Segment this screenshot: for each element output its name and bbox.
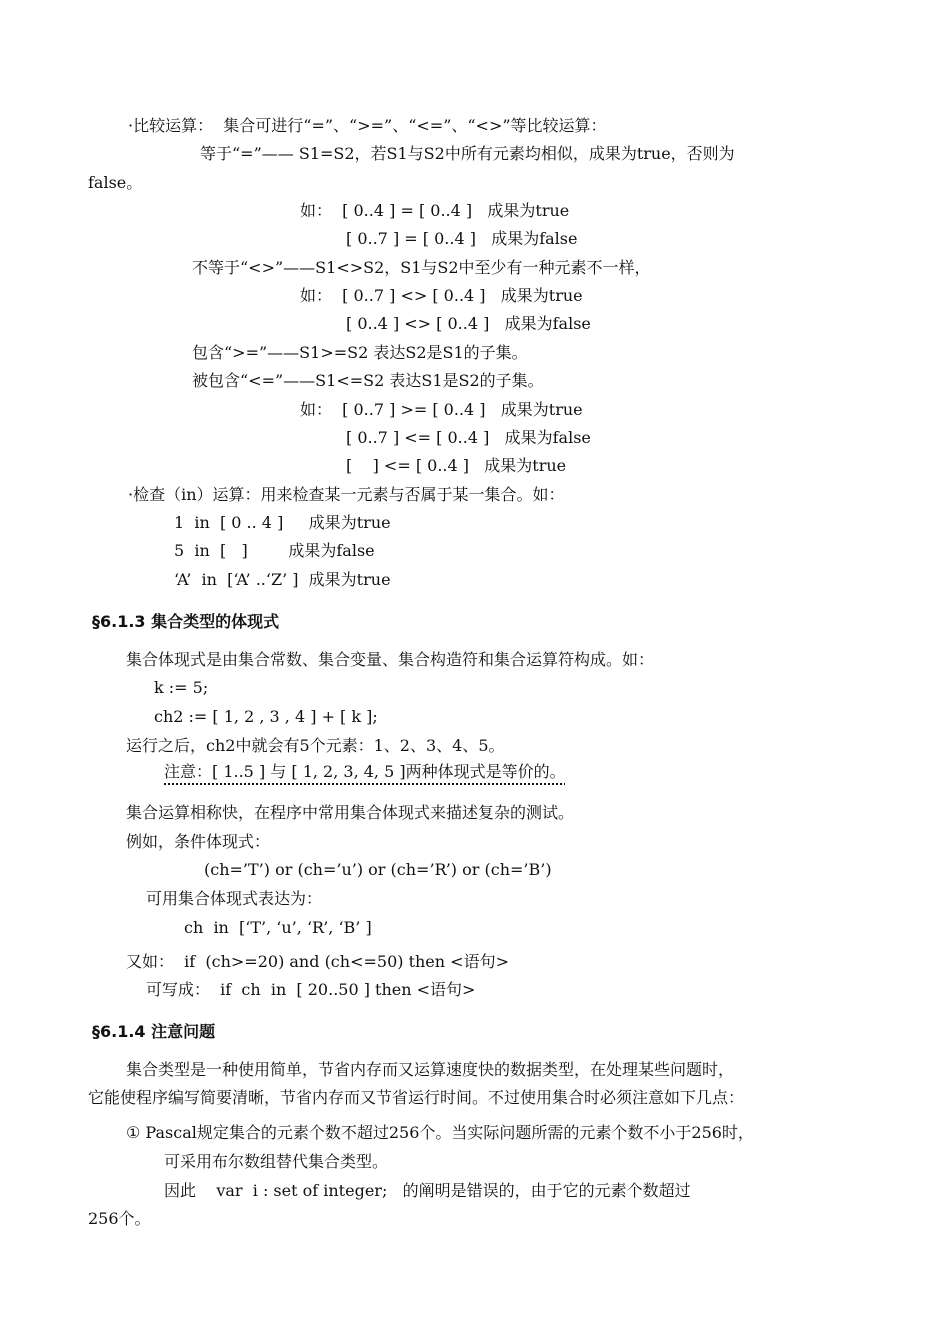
in-heading: ·检查（in）运算：用来检查某一元素与否属于某一集合。如： [128, 485, 565, 504]
equivalence-note: 注意：[ 1..5 ] 与 [ 1, 2, 3, 4, 5 ]两种体现式是等价的。 [164, 762, 566, 781]
in-example-1: 1 in [ 0 .. 4 ] 成果为true [174, 513, 391, 532]
note-item-1-line4: 256个。 [88, 1209, 151, 1228]
eq-description-line2: false。 [88, 173, 143, 192]
rewrite-example: 可写成： if ch in [ 20..50 ] then <语句> [146, 980, 476, 999]
eq-description-line1: 等于“=”—— S1=S2，若S1与S2中所有元素均相似，成果为true，否则为 [200, 144, 735, 163]
ne-example-2: [ 0..4 ] <> [ 0..4 ] 成果为false [346, 314, 591, 333]
code-line-1: k := 5; [154, 678, 209, 697]
section-6-1-4-title: §6.1.4 注意问题 [92, 1022, 216, 1041]
subset-example-2: [ 0..7 ] <= [ 0..4 ] 成果为false [346, 428, 591, 447]
ne-example-1: 如： [ 0..7 ] <> [ 0..4 ] 成果为true [300, 286, 583, 305]
code-line-2: ch2 := [ 1, 2 , 3 , 4 ] + [ k ]; [154, 707, 378, 726]
sec613-paragraph-5: 可用集合体现式表达为： [146, 889, 323, 908]
eq-example-1: 如： [ 0..4 ] = [ 0..4 ] 成果为true [300, 201, 570, 220]
condition-expression: (ch=’T’) or (ch=’u’) or (ch=’R’) or (ch=’B’) [204, 860, 552, 879]
section-6-1-3-title: §6.1.3 集合类型的体现式 [92, 612, 280, 631]
subset-example-1: 如： [ 0..7 ] >= [ 0..4 ] 成果为true [300, 400, 583, 419]
in-example-3: ‘A’ in [‘A’ ..‘Z’ ] 成果为true [174, 570, 391, 589]
eq-example-2: [ 0..7 ] = [ 0..4 ] 成果为false [346, 229, 578, 248]
note-item-1-line1: ① Pascal规定集合的元素个数不超过256个。当实际问题所需的元素个数不小于256时， [126, 1123, 754, 1142]
sec614-paragraph-1: 集合类型是一种使用简单，节省内存而又运算速度快的数据类型，在处理某些问题时， [126, 1060, 735, 1079]
sec613-paragraph-3: 集合运算相称快，在程序中常用集合体现式来描述复杂的测试。 [126, 803, 575, 822]
ge-description: 包含“>=”——S1>=S2 表达S2是S1的子集。 [192, 343, 528, 362]
compare-heading: ·比较运算： 集合可进行“=”、“>=”、“<=”、“<>”等比较运算： [128, 116, 607, 135]
sec613-paragraph-1: 集合体现式是由集合常数、集合变量、集合构造符和集合运算符构成。如： [126, 650, 655, 669]
sec614-paragraph-2: 它能使程序编写简要清晰，节省内存而又节省运行时间。不过使用集合时必须注意如下几点： [88, 1088, 745, 1107]
set-expression: ch in [‘T’, ‘u’, ‘R’, ‘B’ ] [184, 918, 372, 937]
subset-example-3: [ ] <= [ 0..4 ] 成果为true [346, 456, 567, 475]
sec613-paragraph-4: 例如，条件体现式： [126, 832, 271, 851]
ne-description: 不等于“<>”——S1<>S2，S1与S2中至少有一种元素不一样， [192, 258, 651, 277]
note-item-1-line2: 可采用布尔数组替代集合类型。 [164, 1152, 389, 1171]
le-description: 被包含“<=”——S1<=S2 表达S1是S2的子集。 [192, 371, 544, 390]
note-item-1-line3: 因此 var i : set of integer; 的阐明是错误的，由于它的元素个数超过 [164, 1181, 691, 1200]
sec613-paragraph-2: 运行之后，ch2中就会有5个元素：1、2、3、4、5。 [126, 736, 505, 755]
also-example: 又如： if (ch>=20) and (ch<=50) then <语句> [126, 952, 509, 971]
in-example-2: 5 in [ ] 成果为false [174, 541, 375, 560]
